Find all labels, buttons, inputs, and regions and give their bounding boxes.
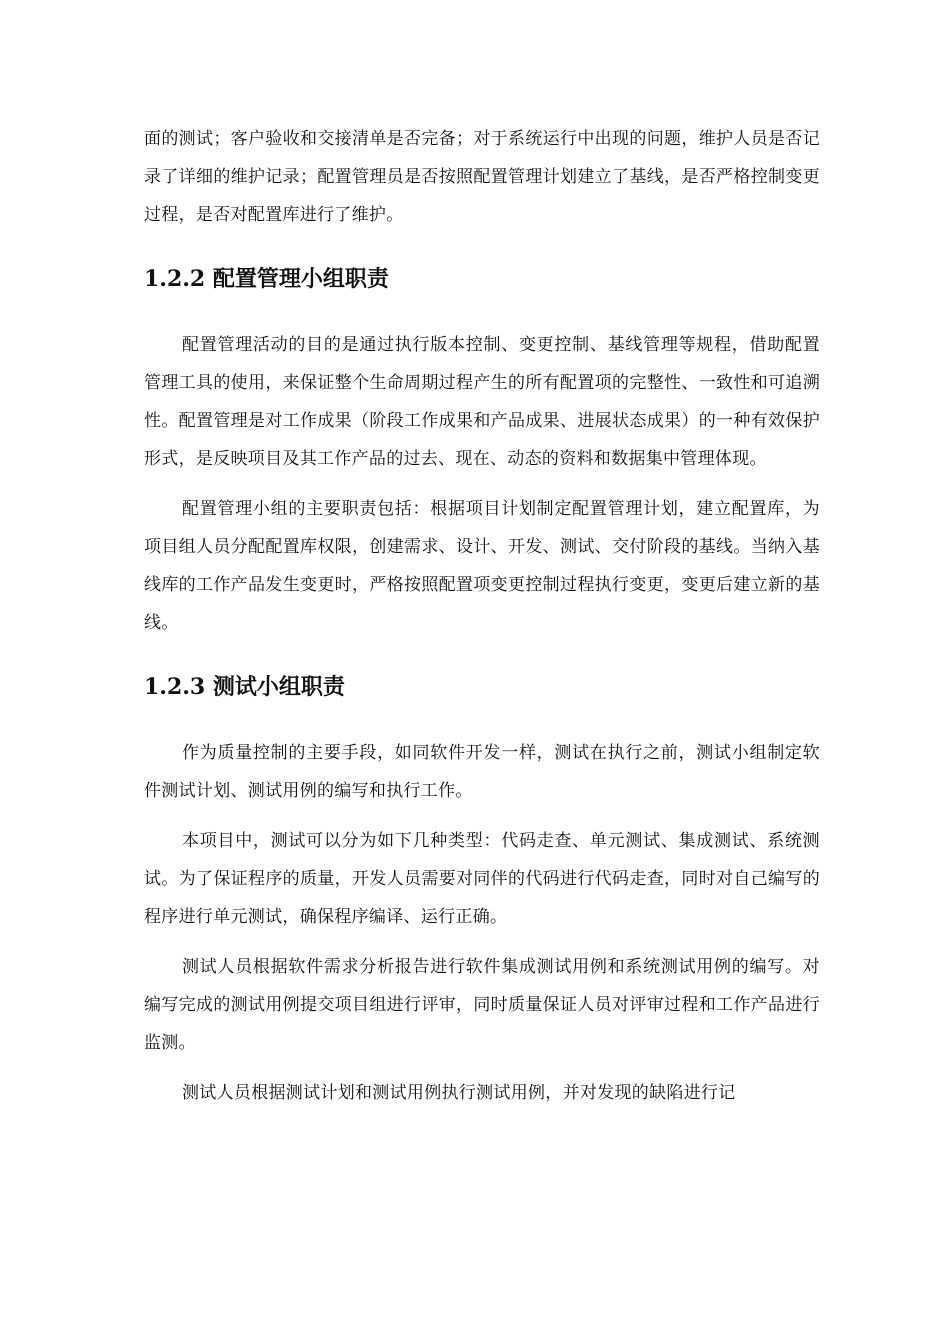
- document-body: [144, 120, 820, 1112]
- section-heading-1-2-2: 1.2.2 配置管理小组职责: [144, 266, 389, 292]
- intro-paragraph: 面的测试；客户验收和交接清单是否完备；对于系统运行中出现的问题，维护人员是否记录了详细的维护记录；配置管理员是否按照配置管理计划建立了基线，是否严格控制变更过程，是否对配置库进行了维护。: [144, 129, 820, 225]
- section-1-2-3-paragraph-3: 测试人员根据软件需求分析报告进行软件集成测试用例和系统测试用例的编写。对编写完成的测试用例提交项目组进行评审，同时质量保证人员对评审过程和工作产品进行监测。: [144, 957, 820, 1053]
- section-1-2-3-paragraph-1: 作为质量控制的主要手段，如同软件开发一样，测试在执行之前，测试小组制定软件测试计划、测试用例的编写和执行工作。: [144, 743, 820, 801]
- section-1-2-2-paragraph-1: 配置管理活动的目的是通过执行版本控制、变更控制、基线管理等规程，借助配置管理工具的使用，来保证整个生命周期过程产生的所有配置项的完整性、一致性和可追溯性。配置管理是对工作成果（阶段工作成果和产品成果、进展状态成果）的一种有效保护形式，是反映项目及其工作产品的过去、现在、动态的资料和数据集中管理体现。: [144, 335, 820, 469]
- section-1-2-3-paragraph-4: 测试人员根据测试计划和测试用例执行测试用例，并对发现的缺陷进行记: [182, 1083, 736, 1103]
- section-1-2-3-paragraph-2: 本项目中，测试可以分为如下几种类型：代码走查、单元测试、集成测试、系统测试。为了保证程序的质量，开发人员需要对同伴的代码进行代码走查，同时对自己编写的程序进行单元测试，确保程序编译、运行正确。: [144, 831, 820, 927]
- section-heading-1-2-3: 1.2.3 测试小组职责: [144, 674, 345, 700]
- section-1-2-2-paragraph-2: 配置管理小组的主要职责包括：根据项目计划制定配置管理计划，建立配置库，为项目组人员分配配置库权限，创建需求、设计、开发、测试、交付阶段的基线。当纳入基线库的工作产品发生变更时，严格按照配置项变更控制过程执行变更，变更后建立新的基线。: [144, 499, 820, 633]
